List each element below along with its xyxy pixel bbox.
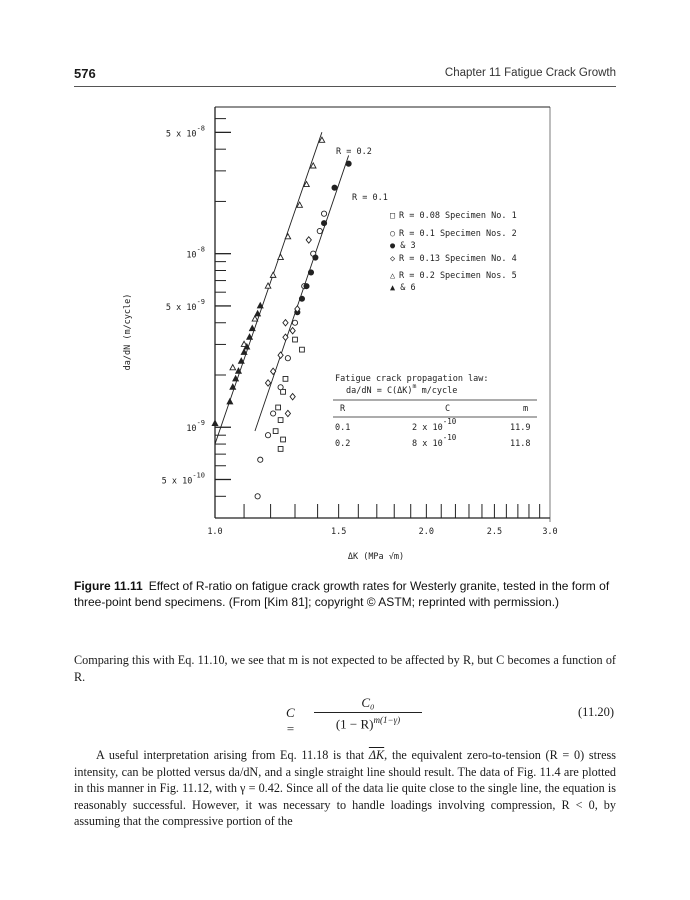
- data-point: [276, 405, 281, 410]
- caption-text: Effect of R-ratio on fatigue crack growth rates for Westerly granite, tested in the form of three-point bend specimens. (From [Kim 81]; copyright © ASTM; reprinted with permission.): [74, 579, 610, 609]
- legend-marker-3: ◇: [390, 254, 396, 264]
- x-tick-labels: [207, 527, 557, 537]
- equation-denominator: (1 − R): [335, 716, 374, 732]
- y-tick-label: $10^{-9}$: [186, 419, 205, 435]
- x-axis-label: ΔK (MPa √m): [347, 552, 405, 562]
- data-point: [285, 410, 290, 416]
- delta-k-bar: $\overline{\Delta K}$: [368, 748, 385, 762]
- data-point: [249, 325, 255, 330]
- data-point: [278, 352, 283, 358]
- y-tick-label: 5 x $10^{-9}$: [165, 297, 205, 313]
- law-title: Fatigue crack propagation law:: [335, 374, 489, 384]
- law-row1-r: 0.1: [335, 423, 351, 433]
- data-point: [308, 270, 313, 275]
- data-point: [270, 272, 276, 277]
- data-point: [265, 433, 270, 438]
- data-point: [278, 254, 284, 259]
- data-point: [317, 228, 322, 233]
- equation-11-20: [74, 695, 616, 736]
- x-tick-label: 1.5: [330, 527, 347, 537]
- data-point: [283, 376, 288, 381]
- equation-number: (11.20): [578, 705, 614, 719]
- legend-text-2: R = 0.1 Specimen Nos. 2: [399, 229, 517, 239]
- equation-fraction: [314, 695, 422, 732]
- legend-marker-1: □: [390, 211, 396, 221]
- data-point: [290, 393, 295, 399]
- line-label-r01: R = 0.1: [352, 193, 388, 203]
- data-point: [252, 316, 258, 321]
- data-point: [278, 447, 283, 452]
- data-point: [332, 185, 337, 190]
- data-point: [227, 399, 233, 404]
- fit-line: [255, 155, 349, 431]
- data-point: [278, 385, 283, 390]
- caption-label: Figure 11.11: [74, 579, 143, 593]
- y-axis-label: da/dN (m/cycle): [123, 293, 133, 371]
- data-point: [292, 320, 297, 325]
- data-points: [212, 137, 351, 499]
- data-point: [255, 494, 260, 499]
- page-number: 576: [74, 66, 96, 81]
- line-label-r02: R = 0.2: [336, 147, 372, 157]
- running-head: Chapter 11 Fatigue Crack Growth: [444, 67, 616, 79]
- data-point: [271, 411, 276, 416]
- y-minor-ticks: [215, 107, 231, 518]
- law-col-c: C: [445, 404, 451, 414]
- data-point: [258, 457, 263, 462]
- legend-marker-2: ○: [390, 229, 396, 239]
- data-point: [300, 347, 305, 352]
- figure-caption: [74, 579, 619, 610]
- legend: [390, 211, 517, 293]
- data-point: [306, 237, 311, 243]
- law-table: [333, 374, 537, 449]
- law-row2-c: 8 x 10-10: [412, 433, 457, 449]
- x-tick-label: 2.0: [418, 527, 435, 537]
- legend-text-1: R = 0.08 Specimen No. 1: [399, 211, 517, 221]
- equation-lhs: C =: [286, 705, 295, 736]
- data-point: [212, 420, 218, 425]
- law-col-m: m: [523, 404, 529, 414]
- law-row2-r: 0.2: [335, 439, 351, 449]
- law-row1-m: 11.9: [510, 423, 531, 433]
- paragraph-2: [74, 747, 616, 830]
- figure-chart: [100, 104, 570, 574]
- equation-exponent: m(1−γ): [373, 715, 401, 725]
- legend-marker-4: △: [390, 271, 396, 281]
- x-tick-label: 2.5: [486, 527, 503, 537]
- data-point: [304, 284, 309, 289]
- data-point: [281, 437, 286, 442]
- data-point: [241, 349, 247, 354]
- legend-text-2b: ● & 3: [390, 241, 416, 251]
- data-point: [278, 418, 283, 423]
- data-point: [265, 380, 270, 386]
- x-minor-ticks: [244, 504, 540, 518]
- data-point: [313, 255, 318, 260]
- paragraph-1: Comparing this with Eq. 11.10, we see that m is not expected to be affected by R, but C becomes a function of R.: [74, 653, 616, 684]
- x-tick-label: 1.0: [207, 527, 223, 537]
- y-tick-label: 5 x $10^{-10}$: [161, 471, 205, 487]
- law-formula: $da/dN = C(\Delta K)^m$ m/cycle: [346, 382, 458, 396]
- law-row2-m: 11.8: [510, 439, 531, 449]
- data-point: [230, 365, 236, 370]
- law-col-r: R: [340, 404, 346, 414]
- equation-numerator: C₀: [361, 695, 375, 710]
- y-tick-label: $10^{-8}$: [186, 245, 205, 261]
- law-row1-c: 2 x 10-10: [412, 417, 457, 433]
- paragraph-2-rest: , the equivalent zero-to-tension (R = 0) stress intensity, can be plotted versus da/dN, and a single straight line should result. The data of Fig. 11.4 are plotted in this manner in Fig. 11.12, with γ = 0.42. Since all of the data lie quite close to the single line, the equation is reasonably successful. However, it was necessary to handle loadings involving compression, R < 0, by assuming that the compressive portion of the: [74, 748, 616, 828]
- paragraph-2-start: A useful interpretation arising from Eq. 11.18 is that: [96, 748, 369, 762]
- data-point: [283, 320, 288, 326]
- data-point: [293, 337, 298, 342]
- data-point: [290, 327, 295, 333]
- legend-text-4: R = 0.2 Specimen Nos. 5: [399, 271, 517, 281]
- y-tick-labels: [162, 124, 205, 486]
- fit-lines: [215, 132, 349, 444]
- y-tick-label: 5 x $10^{-8}$: [165, 124, 205, 140]
- data-point: [285, 356, 290, 361]
- page-header: [74, 64, 616, 87]
- legend-text-3: R = 0.13 Specimen No. 4: [399, 254, 517, 264]
- data-point: [321, 211, 326, 216]
- data-point: [273, 429, 278, 434]
- data-point: [321, 221, 326, 226]
- data-point: [346, 161, 351, 166]
- x-tick-label: 3.0: [542, 527, 558, 537]
- legend-text-4b: ▲ & 6: [390, 283, 416, 293]
- data-point: [299, 296, 304, 301]
